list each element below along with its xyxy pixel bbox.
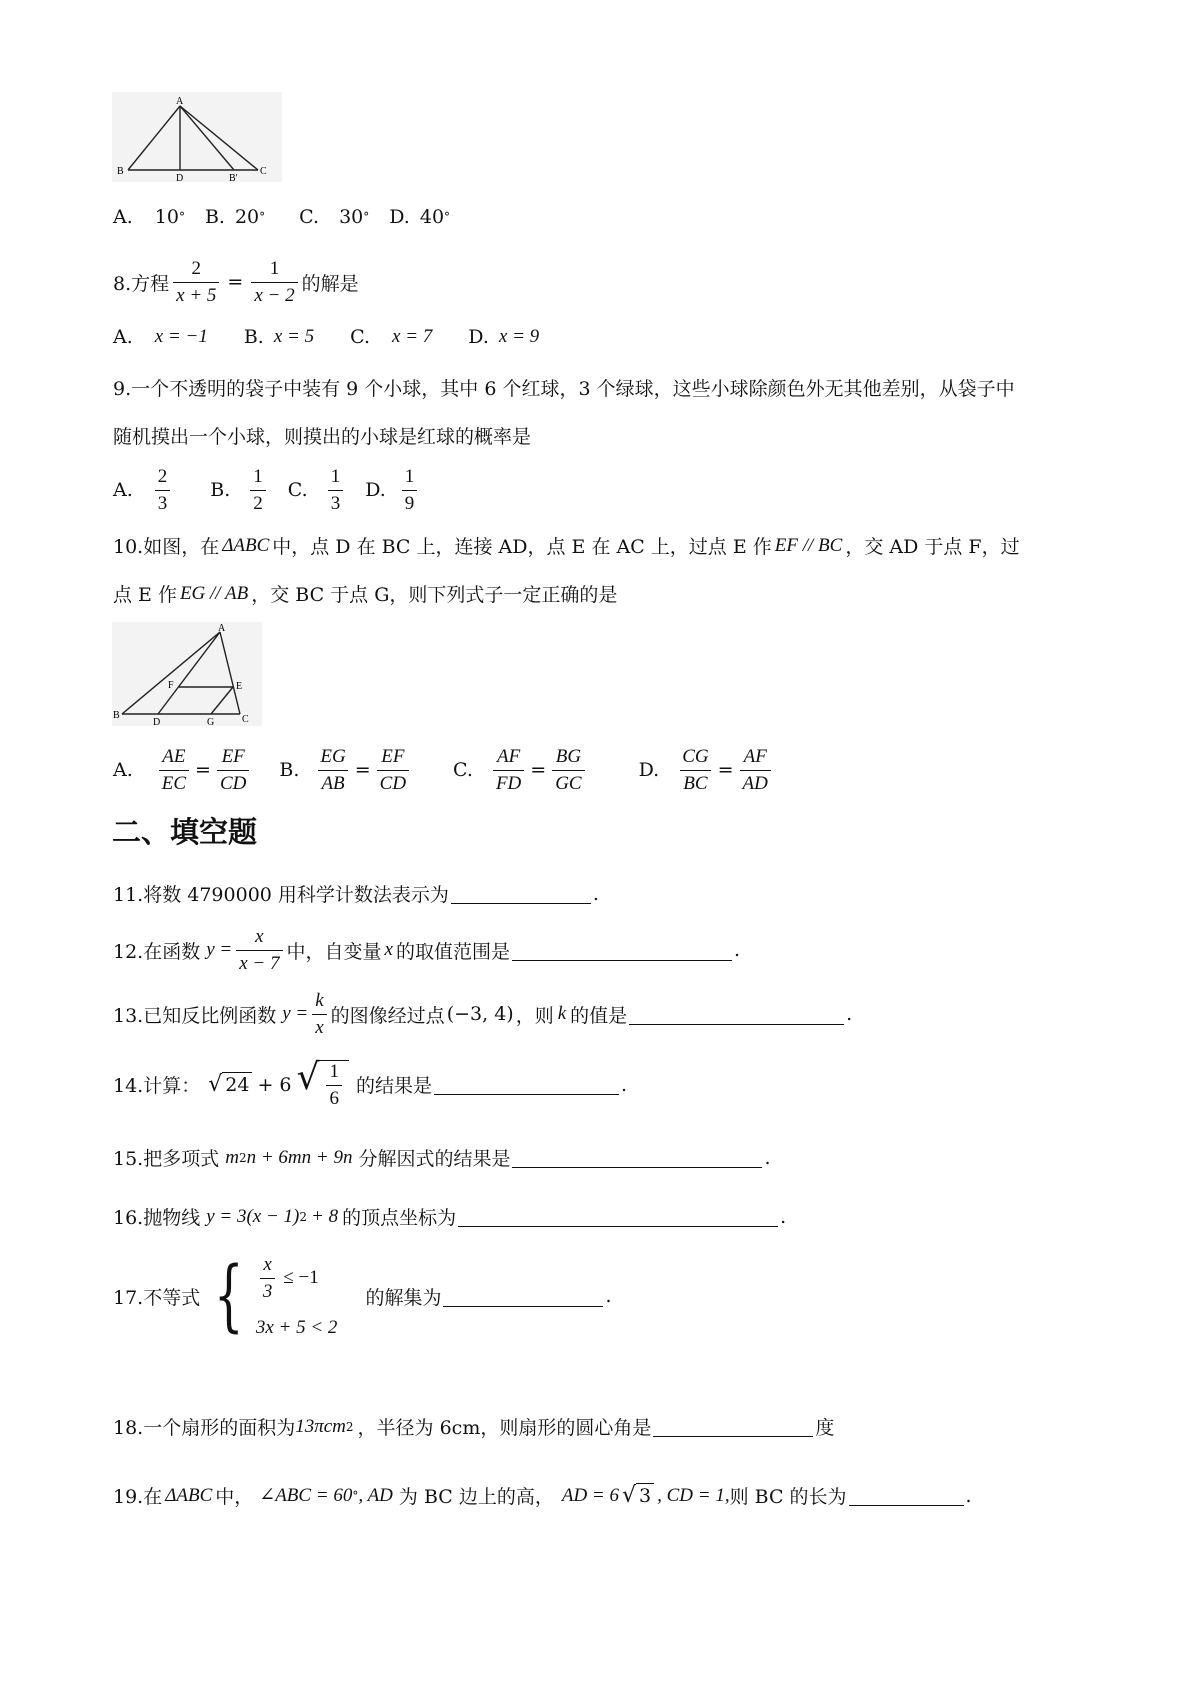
q10-label-c: C xyxy=(242,714,249,725)
q14-sqrt-24: √ 24 xyxy=(208,1072,252,1097)
q8-option-b: B. x = 5 xyxy=(243,326,315,348)
q16-answer-blank[interactable] xyxy=(458,1206,778,1227)
q11: 11.将数 4790000 用科学计数法表示为 . xyxy=(113,882,599,906)
q10-option-d: D. $\frac{CG}{BC}$ = $\frac{AF}{AD}$ xyxy=(639,746,775,795)
q7-option-b: B. 20 ° xyxy=(204,206,266,228)
q12-answer-blank[interactable] xyxy=(512,940,732,961)
q10-options xyxy=(113,746,803,795)
q7-options xyxy=(113,206,478,228)
section-title: 二、填空题 xyxy=(112,815,258,849)
q10-line1: 10.如图，在 ΔABC 中，点 D 在 BC 上，连接 AD，点 E 在 AC 上，过点 E 作 EF // BC ，交 AD 于点 F，过 xyxy=(113,534,1020,558)
q10-option-a: A. $\frac{AE}{EC}$ = $\frac{EF}{CD}$ xyxy=(113,746,253,795)
q8-option-c: C. x = 7 xyxy=(350,326,433,348)
q9-option-a: A. $\frac{2}{3}$ xyxy=(113,466,174,515)
q13: 13.已知反比例函数 y = $\frac{k}{x}$ 的图像经过点 (−3, 4) ，则 k 的值是 . xyxy=(113,990,853,1038)
q13-answer-blank[interactable] xyxy=(629,1004,844,1025)
q10-label-d: D xyxy=(153,717,161,726)
q8-stem: 8.方程 $\frac{2}{x + 5}$ = $\frac{1}{x - 2}$ 的解是 xyxy=(113,258,359,306)
q7-label-d: D xyxy=(176,173,184,182)
q9-options xyxy=(113,466,449,515)
q7-label-c: C xyxy=(260,166,267,177)
q15: 15.把多项式 m 2 n + 6mn + 9n 分解因式的结果是 . xyxy=(113,1146,771,1170)
q14: 14.计算： √ 24 + 6 √ $\frac{1}{6}$ 的结果是 . xyxy=(113,1057,628,1109)
q10-line2: 点 E 作 EG // AB ，交 BC 于点 G，则下列式子一定正确的是 xyxy=(113,582,618,606)
q14-answer-blank[interactable] xyxy=(434,1074,619,1095)
q9-option-d: D. $\frac{1}{9}$ xyxy=(365,466,421,515)
q10-label-e: E xyxy=(236,681,243,692)
q8-options xyxy=(113,326,567,348)
q17-answer-blank[interactable] xyxy=(443,1286,603,1307)
q8-lhs-fraction: $\frac{2}{x + 5}$ xyxy=(173,258,219,307)
q16: 16.抛物线 y = 3(x − 1) 2 + 8 的顶点坐标为 . xyxy=(113,1205,787,1229)
q7-label-a: A xyxy=(176,96,184,107)
q11-answer-blank[interactable] xyxy=(451,883,591,904)
q10-label-b: B xyxy=(113,710,120,721)
q10-label-f: F xyxy=(168,680,174,691)
q7-label-b: B xyxy=(117,166,124,177)
q9-option-b: B. $\frac{1}{2}$ xyxy=(210,466,270,515)
q7-figure xyxy=(112,92,282,182)
q7-label-bprime: B' xyxy=(229,173,238,182)
q18-answer-blank[interactable] xyxy=(653,1416,813,1437)
q7-option-a: A. 10 ° xyxy=(113,206,185,228)
q10-option-b: B. $\frac{EG}{AB}$ = $\frac{EF}{CD}$ xyxy=(279,746,413,795)
q17-system: { $\frac{x}{3}$ ≤ −1 3x + 5 < 2 xyxy=(214,1251,338,1342)
q14-sqrt-frac: √ $\frac{1}{6}$ xyxy=(297,1060,349,1110)
q17: 17.不等式 { $\frac{x}{3}$ ≤ −1 3x + 5 < 2 的解集为 . xyxy=(113,1251,612,1342)
q8-option-a: A. x = −1 xyxy=(113,326,208,348)
q18: 18.一个扇形的面积为 13πcm 2 ，半径为 6cm，则扇形的圆心角是 度 xyxy=(113,1415,835,1439)
q10-option-c: C. $\frac{AF}{FD}$ = $\frac{BG}{GC}$ xyxy=(453,746,589,795)
q7-option-c: C. 30 ° xyxy=(299,206,370,228)
q9-line2: 随机摸出一个小球，则摸出的小球是红球的概率是 xyxy=(113,426,532,448)
q8-option-d: D. x = 9 xyxy=(468,326,540,348)
q12-fraction: $\frac{x}{x - 7}$ xyxy=(236,926,282,975)
q10-label-g: G xyxy=(207,717,215,726)
q9-option-c: C. $\frac{1}{3}$ xyxy=(288,466,347,515)
q10-label-a: A xyxy=(218,623,226,634)
q9-line1: 9.一个不透明的袋子中装有 9 个小球，其中 6 个红球，3 个绿球，这些小球除颜色外无其他差别，从袋子中 xyxy=(113,378,1015,400)
q10-figure xyxy=(112,622,262,726)
q12: 12.在函数 y = $\frac{x}{x - 7}$ 中，自变量 x 的取值范围是 . xyxy=(113,926,741,974)
q15-answer-blank[interactable] xyxy=(512,1147,762,1168)
q8-rhs-fraction: $\frac{1}{x - 2}$ xyxy=(251,258,297,307)
q13-fraction: $\frac{k}{x}$ xyxy=(312,990,326,1039)
q19: 19.在 ΔABC 中， ∠ABC = 60 ° , AD 为 BC 边上的高， AD = 6 √ 3 , CD = 1, 则 BC 的长为 . xyxy=(113,1483,972,1508)
q19-answer-blank[interactable] xyxy=(849,1485,964,1506)
q7-option-d: D. 40 ° xyxy=(389,206,451,228)
q19-sqrt-3: √ 3 xyxy=(622,1483,654,1508)
